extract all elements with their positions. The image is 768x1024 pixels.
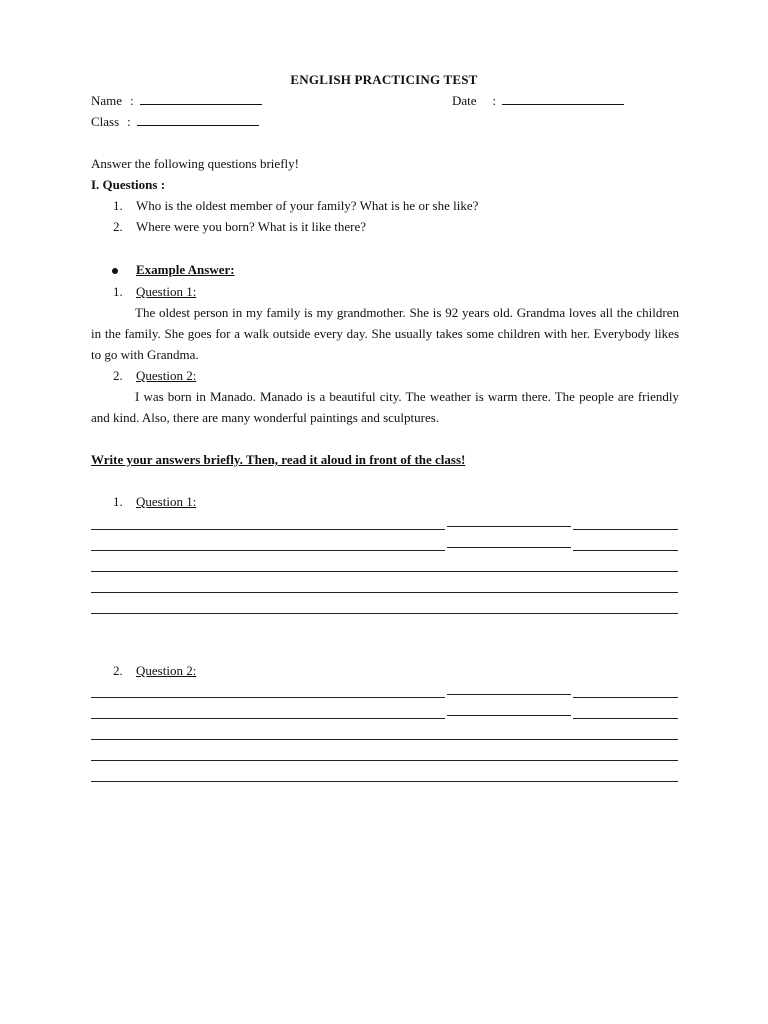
class-colon: : <box>127 114 131 129</box>
name-colon: : <box>130 93 134 108</box>
example-2-answer <box>91 386 679 428</box>
example-1-number: 1. <box>113 284 123 299</box>
answer-line[interactable] <box>91 739 678 740</box>
question-1-text: Who is the oldest member of your family? What is he or she like? <box>136 198 479 213</box>
answer-line[interactable] <box>91 781 678 782</box>
example-2-answer-text: I was born in Manado. Manado is a beautiful city. The weather is warm there. The people are friendly and kind. Also, there are many wonderful paintings and sculptures. <box>91 389 679 425</box>
answer-line[interactable] <box>91 550 445 551</box>
example-heading: Example Answer: <box>136 262 235 277</box>
answer-line-mid <box>447 526 571 527</box>
date-colon: : <box>492 93 497 108</box>
answer-line[interactable] <box>91 613 678 614</box>
answer-2-label: Question 2: <box>136 663 197 678</box>
answer-1-label: Question 1: <box>136 494 197 509</box>
example-1-answer <box>91 302 679 365</box>
answer-line[interactable] <box>91 697 445 698</box>
questions-heading: I. Questions : <box>91 177 166 192</box>
answer-line[interactable] <box>91 592 678 593</box>
class-blank <box>137 114 259 126</box>
date-blank <box>502 93 624 105</box>
question-2-number: 2. <box>113 219 123 234</box>
page-title: ENGLISH PRACTICING TEST <box>290 72 478 87</box>
example-1-label: Question 1: <box>136 284 197 299</box>
bullet-icon <box>112 263 118 279</box>
name-field <box>91 93 262 109</box>
name-label: Name <box>91 93 123 108</box>
answer-line-mid <box>447 547 571 548</box>
date-label: Date <box>452 93 477 108</box>
answer-line[interactable] <box>573 697 678 698</box>
class-field <box>91 114 259 130</box>
task-instruction: Write your answers briefly. Then, read it aloud in front of the class! <box>91 452 466 467</box>
name-blank <box>140 93 262 105</box>
answer-line-mid <box>447 715 571 716</box>
instruction-text: Answer the following questions briefly! <box>91 156 299 171</box>
date-field <box>452 93 624 109</box>
answer-line[interactable] <box>91 529 445 530</box>
answer-1-number: 1. <box>113 494 123 509</box>
example-1-answer-text: The oldest person in my family is my grandmother. She is 92 years old. Grandma loves all the children in the family. She goes for a walk outside every day. She usually takes some children with her. Everybody likes to go with Grandma. <box>91 305 679 362</box>
answer-line[interactable] <box>91 760 678 761</box>
question-2-text: Where were you born? What is it like there? <box>136 219 367 234</box>
answer-line[interactable] <box>91 571 678 572</box>
answer-line[interactable] <box>573 718 678 719</box>
answer-line[interactable] <box>573 550 678 551</box>
question-1-number: 1. <box>113 198 123 213</box>
answer-line[interactable] <box>573 529 678 530</box>
example-2-label: Question 2: <box>136 368 197 383</box>
answer-2-number: 2. <box>113 663 123 678</box>
class-label: Class <box>91 114 120 129</box>
answer-line-mid <box>447 694 571 695</box>
example-2-number: 2. <box>113 368 123 383</box>
answer-line[interactable] <box>91 718 445 719</box>
